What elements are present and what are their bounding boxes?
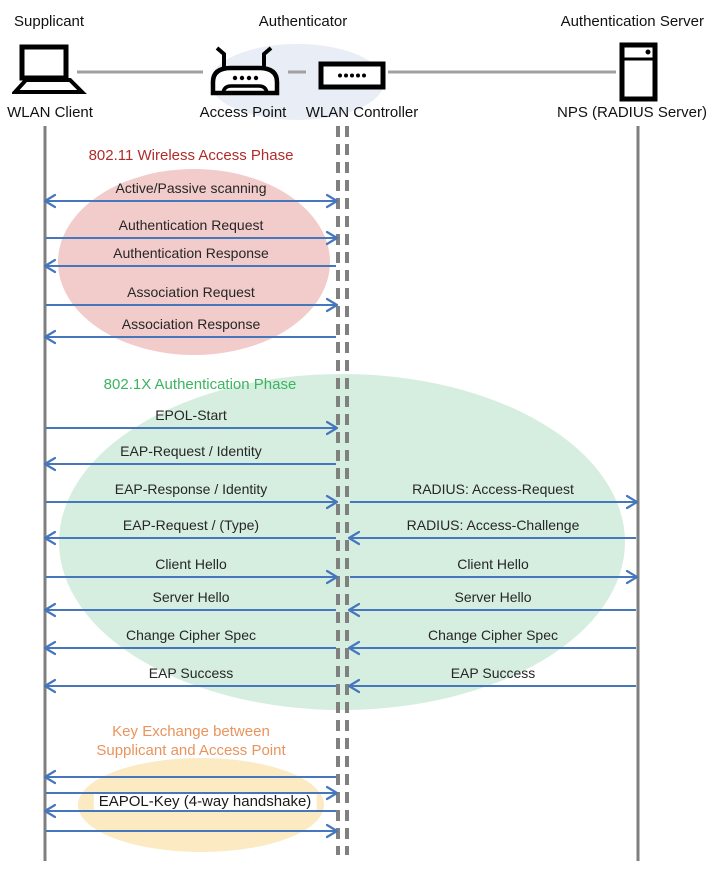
server-icon: [618, 42, 660, 102]
message-label: EAP-Request / (Type): [122, 517, 260, 533]
message-label: EAP Success: [148, 665, 234, 681]
message-label: EAP-Request / Identity: [120, 443, 262, 459]
message-label: Client Hello: [457, 556, 529, 572]
access-point-icon: [207, 46, 283, 96]
node-nps-radius-server: NPS (RADIUS Server): [556, 104, 708, 121]
message-label: Active/Passive scanning: [115, 180, 267, 196]
message-label: Change Cipher Spec: [126, 627, 256, 643]
message-label: EAP-Response / Identity: [114, 481, 268, 497]
message-label: Association Request: [127, 284, 255, 300]
message-label: Server Hello: [454, 589, 532, 605]
message-label: EPOL-Start: [155, 407, 227, 423]
message-label: EAP Success: [450, 665, 536, 681]
phase2-title: 802.1X Authentication Phase: [103, 376, 297, 393]
eapol-key-label: EAPOL-Key (4-way handshake): [94, 794, 317, 810]
phase1-title: 802.11 Wireless Access Phase: [88, 147, 294, 164]
message-label: Client Hello: [155, 556, 227, 572]
message-label: Server Hello: [152, 589, 230, 605]
message-label: Authentication Request: [118, 217, 264, 233]
message-label: Authentication Response: [113, 245, 269, 261]
node-wlan-controller: WLAN Controller: [305, 104, 419, 121]
role-authentication-server: Authentication Server: [560, 13, 704, 30]
wlan-controller-icon: [318, 61, 386, 91]
message-label: Change Cipher Spec: [428, 627, 558, 643]
node-wlan-client: WLAN Client: [7, 104, 93, 121]
message-label: RADIUS: Access-Request: [412, 481, 574, 497]
phase3-title: Key Exchange between Supplicant and Access Point: [96, 723, 286, 759]
message-label: RADIUS: Access-Challenge: [406, 517, 580, 533]
laptop-icon: [12, 44, 88, 96]
role-supplicant: Supplicant: [14, 13, 85, 30]
node-access-point: Access Point: [199, 104, 287, 121]
message-label: Association Response: [121, 316, 261, 332]
phase2-ellipse: [59, 374, 625, 710]
role-authenticator: Authenticator: [258, 13, 348, 30]
